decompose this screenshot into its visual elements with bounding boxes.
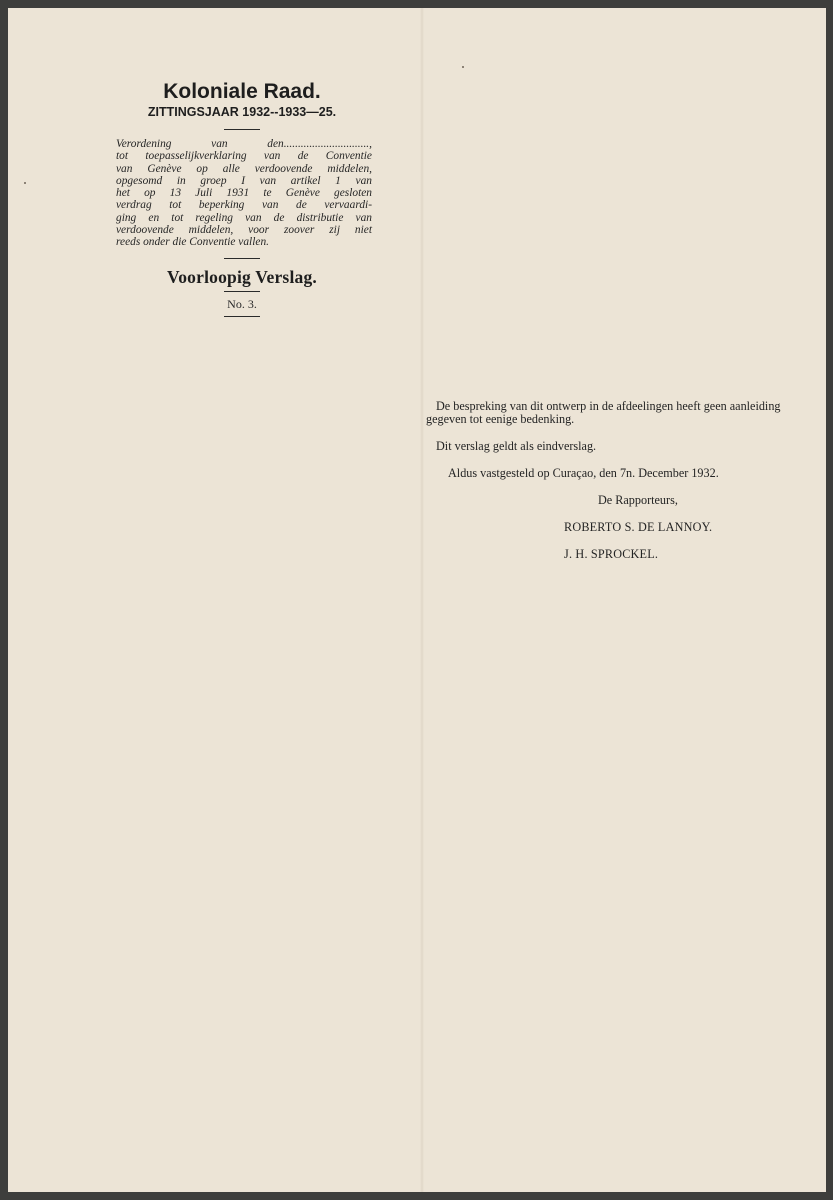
body-paragraph-2: Dit verslag geldt als eindverslag.: [436, 439, 597, 453]
report-heading: Voorloopig Verslag.: [167, 266, 317, 287]
document-page: [8, 8, 826, 1192]
description-line: ging en tot regeling van de distributie van: [116, 211, 372, 224]
signatory-name: J. H. SPROCKEL.: [564, 547, 659, 561]
divider-rule: [224, 129, 260, 130]
description-line: van Genève op alle verdoovende middelen,: [116, 162, 372, 175]
ordinance-description: [112, 138, 372, 249]
report-number: No. 3.: [227, 296, 257, 311]
document-title: Koloniale Raad.: [163, 80, 321, 103]
description-line: verdrag tot beperking van de vervaardi-: [116, 199, 372, 212]
paper-speck: [24, 182, 26, 184]
description-line: reeds onder die Conventie vallen.: [116, 236, 269, 249]
paper-speck: [462, 66, 464, 68]
body-paragraph-1: De bespreking van dit ontwerp in de afdeelingen heeft geen aanleiding gegeven tot eenige bedenking.: [426, 399, 781, 426]
description-line: verdoovende middelen, voor zoover zij niet: [116, 224, 372, 237]
description-line: tot toepasselijkverklaring van de Conventie: [116, 150, 372, 163]
description-line: opgesomd in groep I van artikel 1 van: [116, 174, 372, 187]
divider-rule: [224, 291, 260, 292]
report-body: [426, 400, 796, 561]
left-column: [112, 80, 372, 325]
signatory-name: ROBERTO S. DE LANNOY.: [564, 520, 713, 534]
signature-label: De Rapporteurs,: [598, 493, 678, 507]
session-year: ZITTINGSJAAR 1932--1933—25.: [147, 105, 337, 119]
body-paragraph-3: Aldus vastgesteld op Curaçao, den 7n. December 1932.: [448, 466, 719, 480]
description-line: het op 13 Juli 1931 te Genève gesloten: [116, 187, 372, 200]
divider-rule: [224, 316, 260, 317]
divider-rule: [224, 258, 260, 259]
description-line: Verordening van den..............................,: [116, 138, 372, 150]
